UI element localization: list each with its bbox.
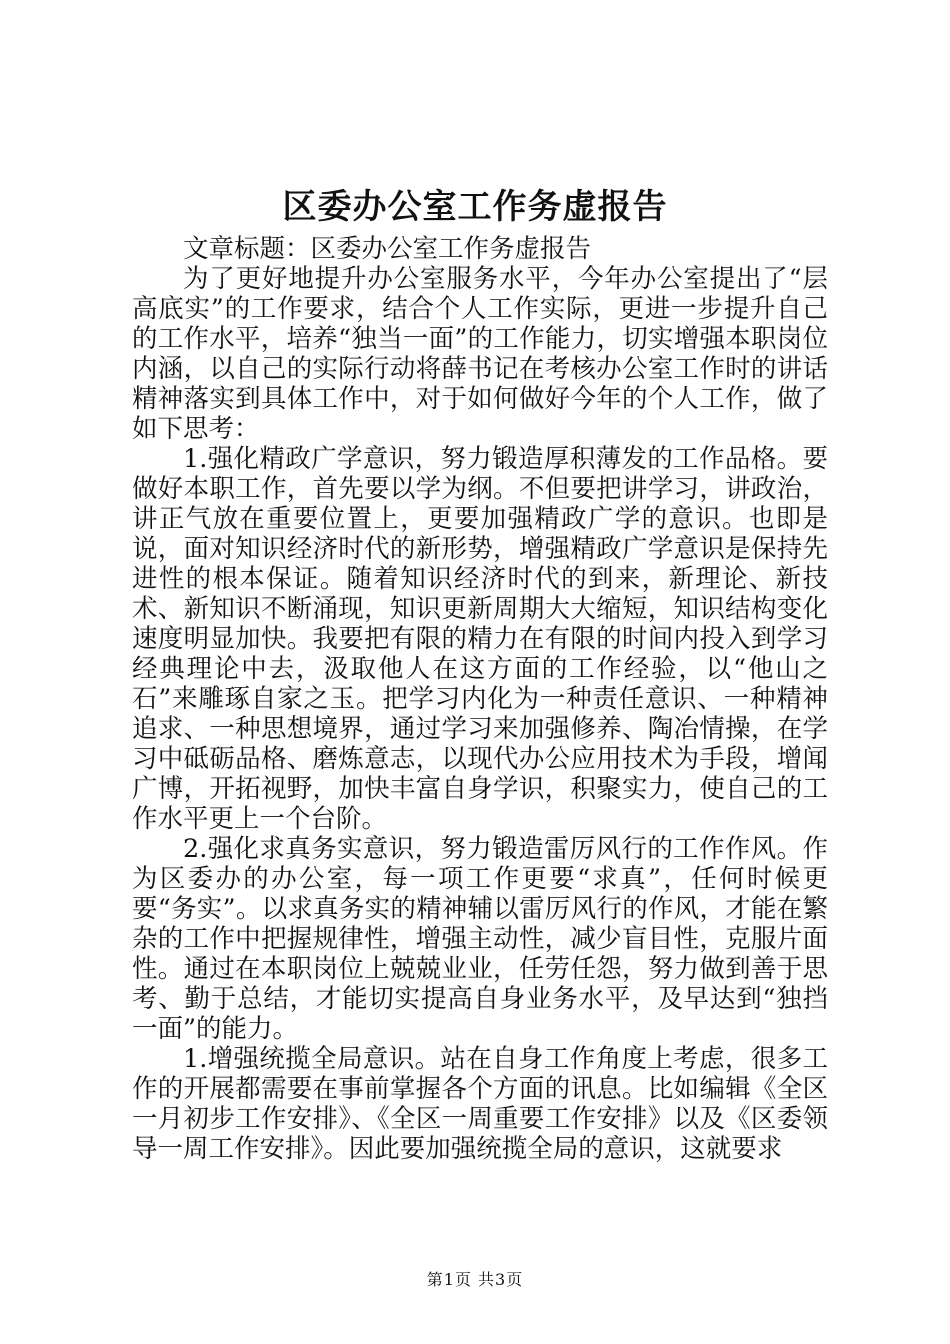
paragraph-study-awareness: 1.强化精政广学意识，努力锻造厚积薄发的工作品格。要做好本职工作，首先要以学为纲。不但要把讲学习，讲政治，讲正气放在重要位置上，更要加强精政广学的意识。也即是说，面对知识经济时代的新形势，增强精政广学意识是保持先进性的根本保证。随着知识经济时代的到来，新理论、新技术、新知识不断涌现，知识更新周期大大缩短，知识结构变化速度明显加快。我要把有限的精力在有限的时间内投入到学习经典理论中去，汲取他人在这方面的工作经验，以“他山之石”来雕琢自家之玉。把学习内化为一种责任意识、一种精神追求、一种思想境界，通过学习来加强修养、陶冶情操，在学习中砥砺品格、磨炼意志，以现代办公应用技术为手段，增闻广博，开拓视野，加快丰富自身学识，积聚实力，使自己的工作水平更上一个台阶。: [132, 444, 828, 834]
intro-paragraph: 为了更好地提升办公室服务水平，今年办公室提出了“层高底实”的工作要求，结合个人工作实际，更进一步提升自己的工作水平，培养“独当一面”的工作能力，切实增强本职岗位内涵，以自己的实际行动将薛书记在考核办公室工作时的讲话精神落实到具体工作中，对于如何做好今年的个人工作，做了如下思考：: [132, 264, 828, 444]
paragraph-pragmatic-awareness: 2.强化求真务实意识，努力锻造雷厉风行的工作作风。作为区委办的办公室，每一项工作更要“求真”，任何时候更要“务实”。以求真务实的精神辅以雷厉风行的作风，才能在繁杂的工作中把握规律性，增强主动性，减少盲目性，克服片面性。通过在本职岗位上兢兢业业，任劳任怨，努力做到善于思考、勤于总结，才能切实提高自身业务水平，及早达到“独挡一面”的能力。: [132, 834, 828, 1044]
page-title: 区委办公室工作务虚报告: [282, 187, 668, 227]
document-body: [132, 234, 828, 1164]
article-title-line: 文章标题：区委办公室工作务虚报告: [183, 234, 592, 264]
paragraph-overall-awareness: 1.增强统揽全局意识。站在自身工作角度上考虑，很多工作的开展都需要在事前掌握各个方面的讯息。比如编辑《全区一月初步工作安排》、《全区一周重要工作安排》以及《区委领导一周工作安排》。因此要加强统揽全局的意识，这就要求: [132, 1044, 828, 1164]
page-footer: 第1页 共3页: [426, 1270, 524, 1289]
